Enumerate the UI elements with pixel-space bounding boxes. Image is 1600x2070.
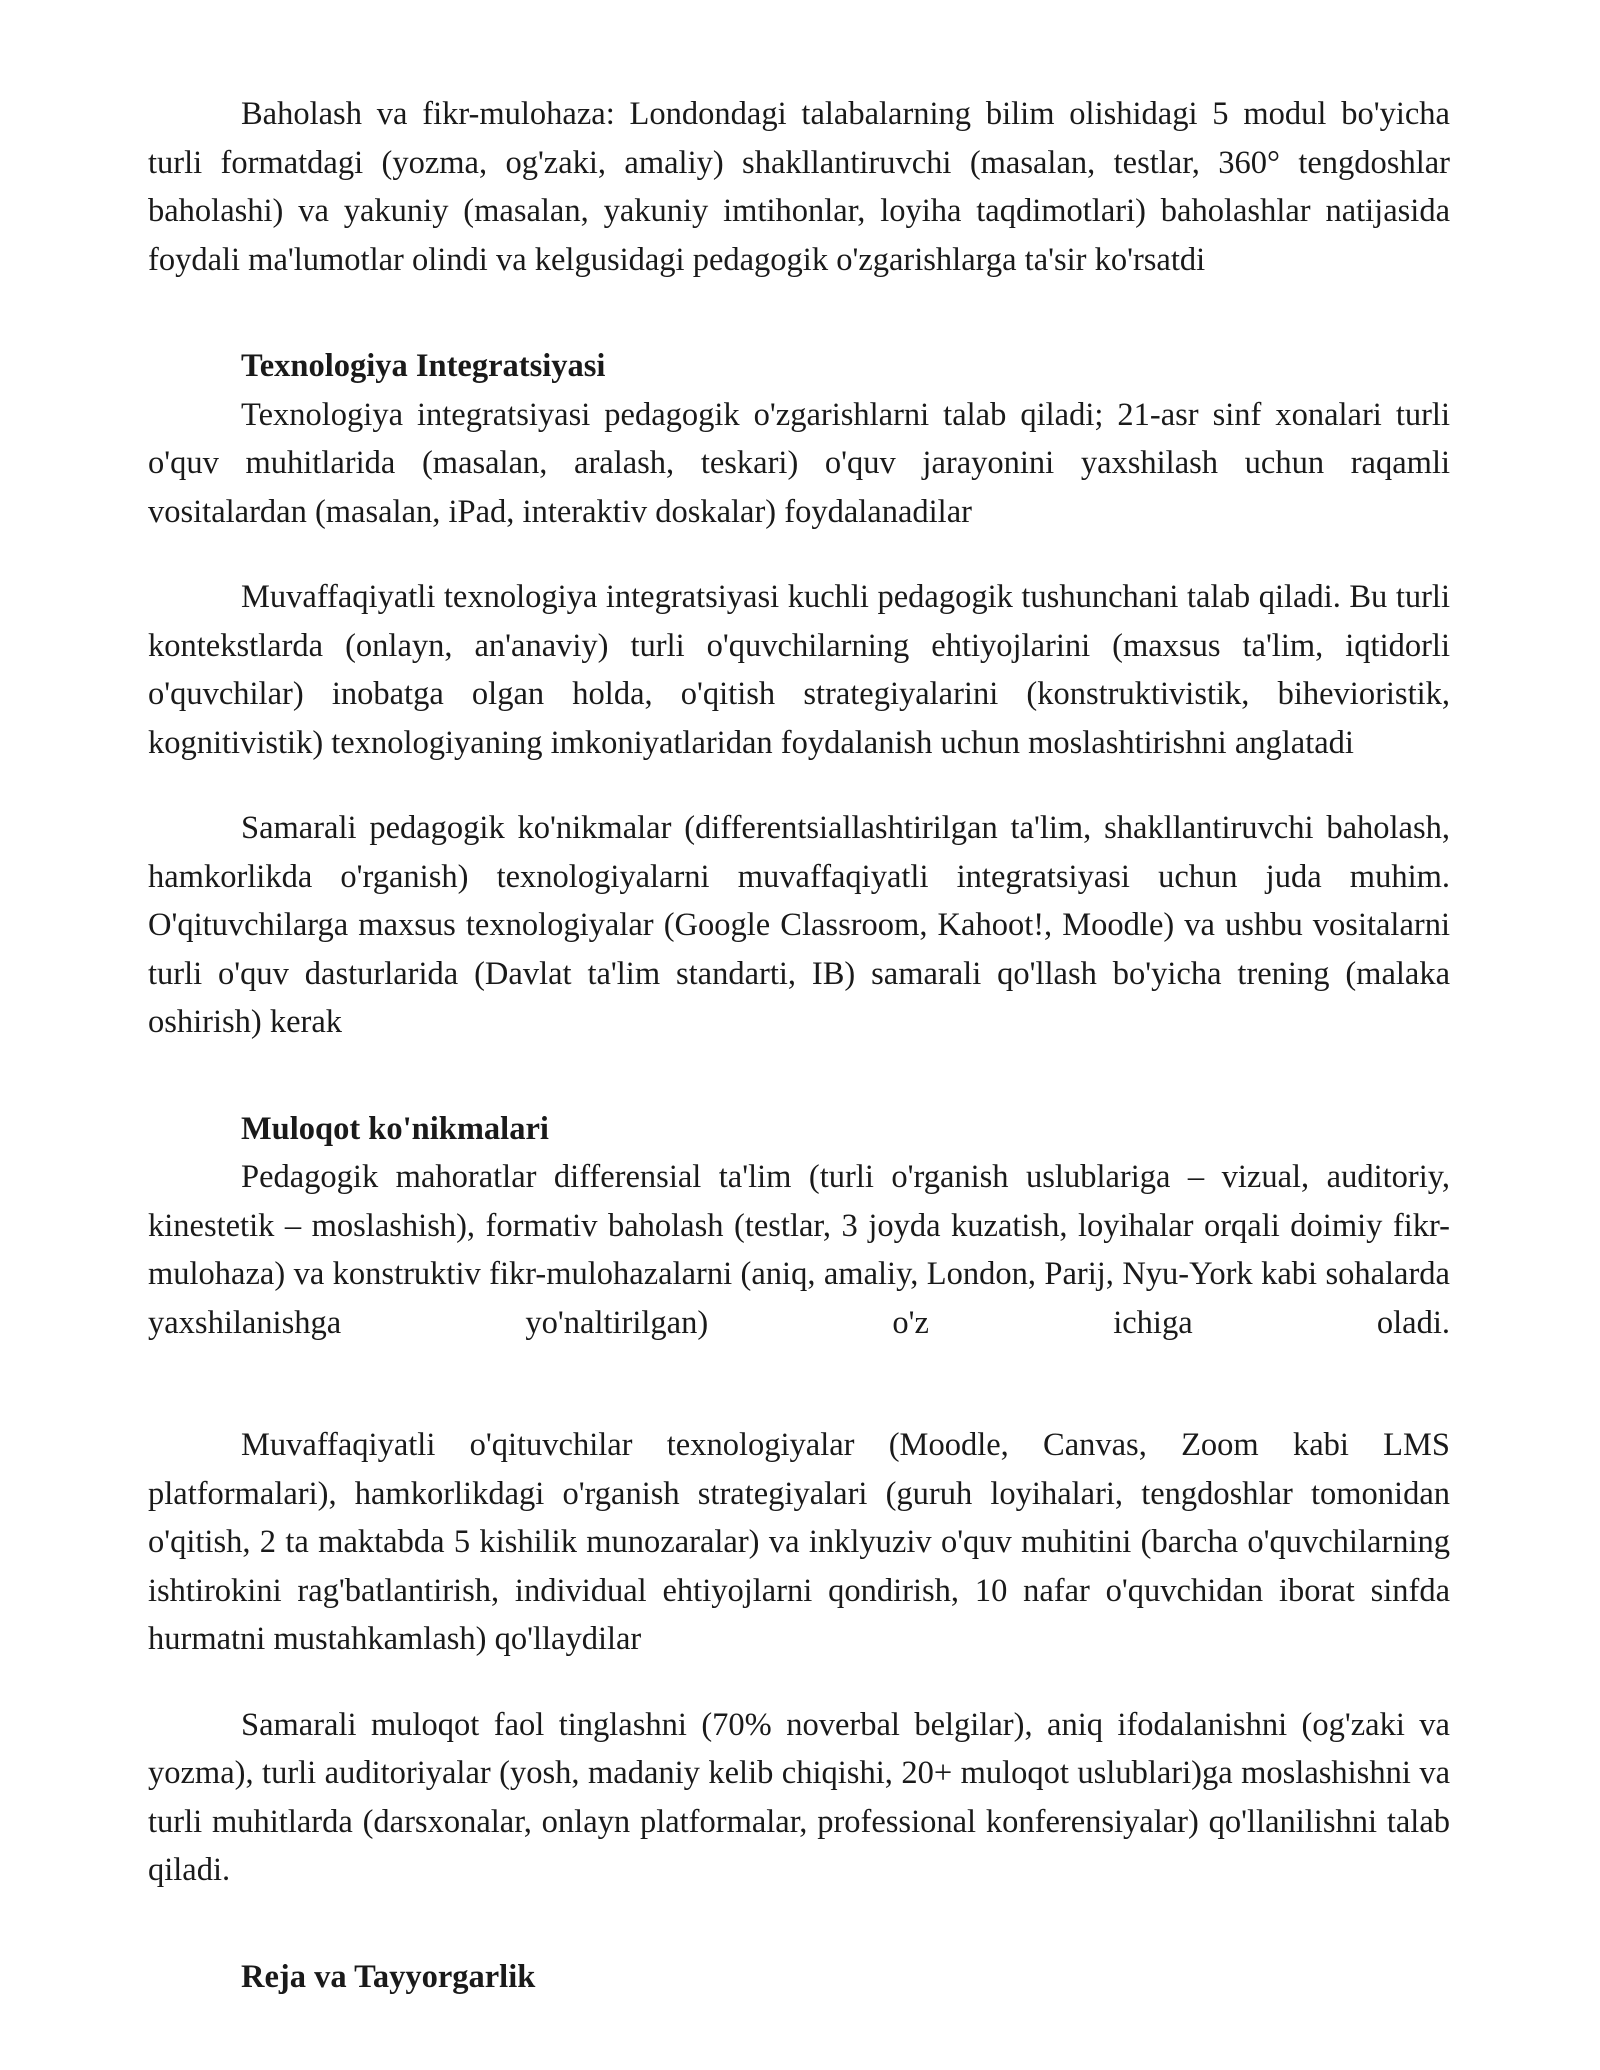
heading-communication-skills: Muloqot ko'nikmalari [241,1110,549,1147]
paragraph-technology-integration-intro: Texnologiya integratsiyasi pedagogik o'zgarishlarni talab qiladi; 21-asr sinf xonalari turli o'quv muhitlarida (masalan, aralash, teskari) o'quv jarayonini yaxshilash uchun raqamli vositalardan (masalan, iPad, interaktiv doskalar) foydalanadilar [148,396,1450,530]
spacer [148,767,1450,804]
spacer [148,536,1450,573]
spacer [148,1047,1450,1105]
heading-technology-integration: Texnologiya Integratsiyasi [241,348,606,384]
heading-planning-preparation: Reja va Tayyorgarlik [241,1958,536,1995]
spacer [148,284,1450,342]
spacer [148,1664,1450,1701]
paragraph-effective-communication: Samarali muloqot faol tinglashni (70% noverbal belgilar), aniq ifodalanishni (og'zaki va yozma), turli auditoriyalar (yosh, madaniy kelib chiqishi, 20+ muloqot uslublari)ga moslashishni va turli muhitlarda (darsxonalar, onlayn platformalar, professional konferensiyalar) qo'llanilishni talab qiladi. [148,1706,1450,1888]
paragraph-successful-integration: Muvaffaqiyatli texnologiya integratsiyasi kuchli pedagogik tushunchani talab qiladi. Bu turli kontekstlarda (onlayn, an'anaviy) turli o'quvchilarning ehtiyojlarini (maxsus ta'lim, iqtidorli o'quvchilar) inobatga olgan holda, o'qitish strategiyalarini (konstruktivistik, bihevioristik, kognitivistik) texnologiyaning imkoniyatlaridan foydalanish uchun moslashtirishni anglatadi [148,579,1450,761]
paragraph-pedagogical-skills: Samarali pedagogik ko'nikmalar (differentsiallashtirilgan ta'lim, shakllantiruvchi baholash, hamkorlikda o'rganish) texnologiyalarni muvaffaqiyatli integratsiyasi uchun juda muhim. O'qituvchilarga maxsus texnologiyalar (Google Classroom, Kahoot!, Moodle) va ushbu vositalarni turli o'quv dasturlarida (Davlat ta'lim standarti, IB) samarali qo'llash bo'yicha trening (malaka oshirish) kerak [148,810,1450,1040]
document-page [148,90,1450,2001]
paragraph-pedagogical-mastery: Pedagogik mahoratlar differensial ta'lim (turli o'rganish uslublariga – vizual, auditoriy, kinestetik – moslashish), formativ baholash (testlar, 3 joyda kuzatish, loyihalar orqali doimiy fikr-mulohaza) va konstruktiv fikr-mulohazalarni (aniq, amaliy, London, Parij, Nyu-York kabi sohalarda yaxshilanishga yo'naltirilgan) o'z ichiga oladi. [148,1159,1450,1341]
paragraph-assessment-feedback: Baholash va fikr-mulohaza: Londondagi talabalarning bilim olishidagi 5 modul bo'yicha turli formatdagi (yozma, og'zaki, amaliy) shakllantiruvchi (masalan, testlar, 360° tengdoshlar baholashi) va yakuniy (masalan, yakuniy imtihonlar, loyiha taqdimotlari) baholashlar natijasida foydali ma'lumotlar olindi va kelgusidagi pedagogik o'zgarishlarga ta'sir ko'rsatdi [148,96,1450,278]
paragraph-successful-teachers: Muvaffaqiyatli o'qituvchilar texnologiyalar (Moodle, Canvas, Zoom kabi LMS platformalari), hamkorlikdagi o'rganish strategiyalari (guruh loyihalari, tengdoshlar tomonidan o'qitish, 2 ta maktabda 5 kishilik munozaralar) va inklyuziv o'quv muhitini (barcha o'quvchilarning ishtirokini rag'batlantirish, individual ehtiyojlarni qondirish, 10 nafar o'quvchidan iborat sinfda hurmatni mustahkamlash) qo'llaydilar [148,1427,1450,1657]
spacer [148,1347,1450,1421]
spacer [148,1895,1450,1953]
